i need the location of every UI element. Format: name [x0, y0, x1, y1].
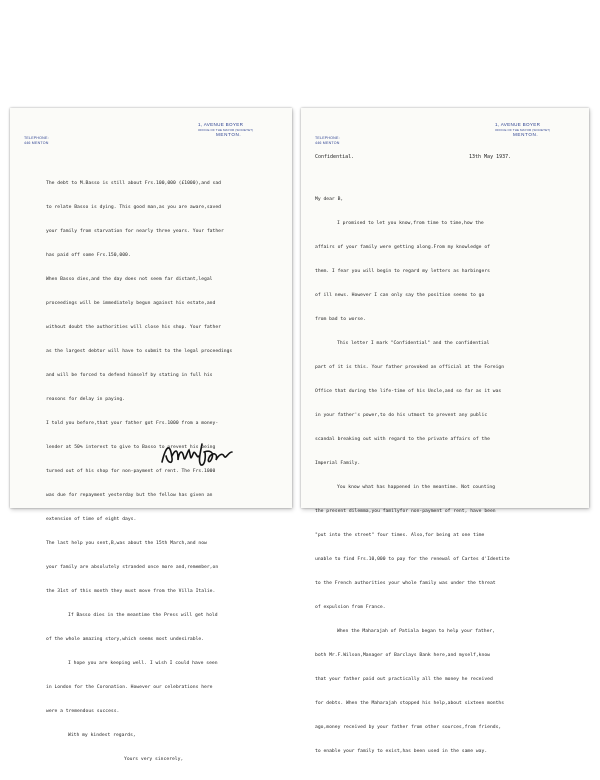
- letter-line: scandal breaking out with regard to the private affairs of the: [315, 437, 490, 442]
- letterhead-telephone: [315, 136, 340, 146]
- letter-line: was due for repayment yesterday but the fellow has given an: [46, 493, 213, 498]
- letter-line: your family are absolutely stranded once more and,remember,on: [46, 565, 219, 570]
- letter-line: your family from starvation for nearly three years. Your father: [46, 229, 224, 234]
- letter-line: them. I fear you will begin to regard my letters as harbingers: [315, 269, 490, 274]
- letter-page-right: [301, 108, 589, 754]
- letter-line: I promised to let you know,from time to time,how the: [337, 221, 484, 226]
- letter-body: [46, 164, 232, 780]
- letter-line: from bad to worse.: [315, 317, 366, 322]
- letter-line: unable to find Frs.10,000 to pay for the renewal of Cartes d'Identite: [315, 557, 510, 562]
- letter-line: were a tremendous success.: [46, 709, 120, 714]
- address-line: 1, AVENUE BOYER: [495, 122, 541, 127]
- letter-line: reasons for delay in paying.: [46, 397, 126, 402]
- letter-line: "put into the street" four times. Also,for being at one time: [315, 533, 485, 538]
- telephone-label: TELEPHONE:: [315, 136, 340, 140]
- letter-body: [315, 180, 510, 772]
- letter-line: and will be forced to defend himself by stating in full his: [46, 373, 213, 378]
- letter-line: for debts. When the Maharajah stopped his help,about sixteen months: [315, 701, 505, 706]
- letter-line: lender at 50% interest to give to Basso to prevent his being: [46, 445, 216, 450]
- letter-line: I told you before,that your father got Frs.1000 from a money-: [46, 421, 219, 426]
- confidential-label: Confidential.: [315, 154, 355, 160]
- letter-line: has paid off some Frs.150,000.: [46, 253, 131, 258]
- letter-line: to the French authorities your whole family was under the threat: [315, 581, 496, 586]
- letter-line: If Basso dies in the meantime the Press will get hold: [68, 613, 218, 618]
- letter-line: The last help you sent,B,was about the 15th March,and now: [46, 541, 207, 546]
- letter-line: the present dilemma,you familyfor non-payment of rent, have been: [315, 509, 496, 514]
- telephone-number: 446 MENTON: [315, 141, 340, 145]
- office-line: OFFICE OF THE MAYOR (SOCIETE?): [495, 128, 551, 132]
- letter-line: The debt to M.Basso is still about Frs.100,000 (£1000),and sad: [46, 181, 221, 186]
- address-line: 1, AVENUE BOYER: [198, 122, 244, 127]
- letter-line: of ill news. However I can only say the position seems to go: [315, 293, 485, 298]
- city-line: MENTON.: [216, 132, 242, 137]
- letter-line: of expulsion from France.: [315, 605, 386, 610]
- letter-line: in your father's power,to do his utmost to prevent any public: [315, 413, 488, 418]
- letter-line: turned out of his shop for non-payment of rent. The Frs.1000: [46, 469, 216, 474]
- letter-line: the 31st of this month they must move from the Villa Italie.: [46, 589, 216, 594]
- letter-line: both Mr.F.Wilson,Manager of Barclays Bank here,and myself,know: [315, 653, 490, 658]
- letter-line: ago,money received by your father from other sources,from friends,: [315, 725, 502, 730]
- letter-line: to relate Basso is dying. This good man,as you are aware,saved: [46, 205, 221, 210]
- letter-line: With my kindest regards,: [68, 733, 136, 738]
- letter-date: 13th May 1937.: [469, 154, 512, 160]
- letter-line: Office that during the life-time of his Uncle,and so far as it was: [315, 389, 502, 394]
- letter-line: Imperial Family.: [315, 461, 361, 466]
- letter-line: This letter I mark "Confidential" and the confidential: [337, 341, 490, 346]
- letterhead-telephone: [24, 136, 49, 146]
- telephone-number: 446 MENTON: [24, 141, 49, 145]
- telephone-label: TELEPHONE:: [24, 136, 49, 140]
- letter-page-left: [10, 108, 292, 762]
- letter-line: of the whole amazing story,which seems most undesirable.: [46, 637, 205, 642]
- letter-line: affairs of your family were getting along.From my knowledge of: [315, 245, 490, 250]
- letter-line: When Basso dies,and the day does not seem far distant,legal: [46, 277, 213, 282]
- letter-line: that your father paid out practically all the money he received: [315, 677, 493, 682]
- letter-line: When the Maharajah of Patiala began to help your father,: [337, 629, 496, 634]
- letter-line: extension of time of eight days.: [46, 517, 137, 522]
- letter-line: Yours very sincerely,: [124, 757, 184, 762]
- letterhead-address: [495, 122, 565, 138]
- letter-line: without doubt the authorities will close his shop. Your father: [46, 325, 221, 330]
- letter-line: I hope you are keeping well. I wish I could have seen: [68, 661, 218, 666]
- letterhead-address: [198, 122, 268, 138]
- office-line: OFFICE OF THE MAYOR (SOCIETE?): [198, 128, 254, 132]
- handwritten-signature: [160, 438, 238, 472]
- letter-line: to enable your family to exist,has been used in the same way.: [315, 749, 488, 754]
- city-line: MENTON.: [513, 132, 539, 137]
- letter-line: proceedings will be immediately begun against his estate,and: [46, 301, 216, 306]
- letter-line: as the largest debtor will have to submit to the legal proceedings: [46, 349, 233, 354]
- letter-line: You know what has happened in the meantime. Not counting: [337, 485, 496, 490]
- salutation: My dear B,: [315, 197, 344, 202]
- letter-line: in London for the Coronation. However our celebrations here: [46, 685, 213, 690]
- letter-line: part of it is this. Your father provoked an official at the Foreign: [315, 365, 505, 370]
